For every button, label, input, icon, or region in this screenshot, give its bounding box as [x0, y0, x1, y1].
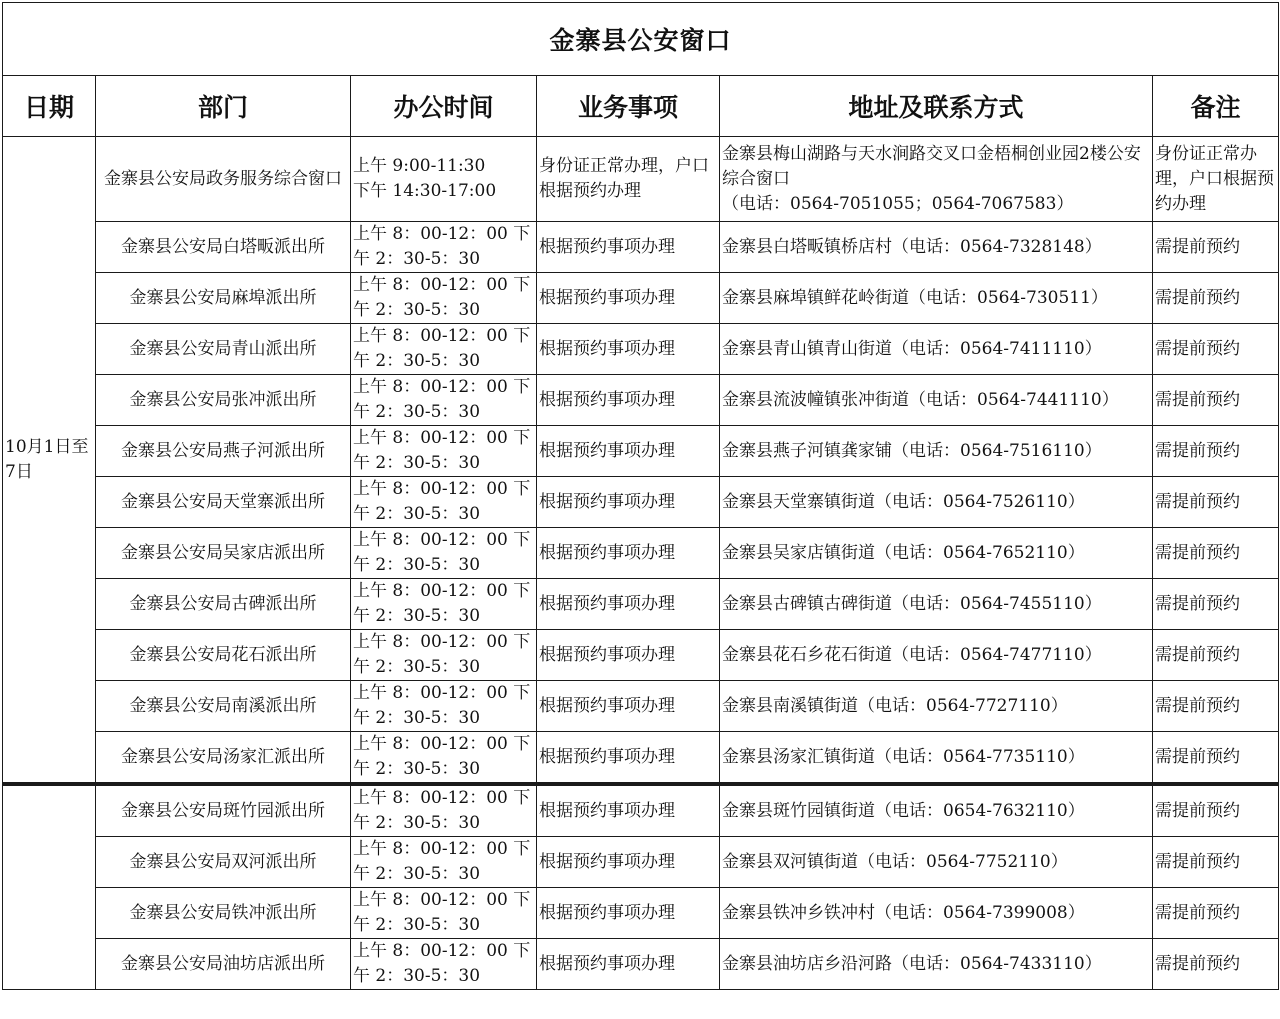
note-cell: 需提前预约	[1153, 732, 1279, 784]
dept-cell: 金寨县公安局双河派出所	[96, 837, 351, 888]
note-cell: 需提前预约	[1153, 528, 1279, 579]
hours-cell: 上午 8：00-12：00 下午 2：30-5：30	[351, 888, 537, 939]
address-cell: 金寨县流波幢镇张冲街道（电话：0564-7441110）	[720, 375, 1153, 426]
date-cell: 10月1日至7日	[3, 137, 96, 784]
table-row	[3, 681, 1279, 732]
table-row	[3, 732, 1279, 784]
address-cell: 金寨县汤家汇镇街道（电话：0564-7735110）	[720, 732, 1153, 784]
hours-cell: 上午 8：00-12：00 下午 2：30-5：30	[351, 426, 537, 477]
table-row	[3, 837, 1279, 888]
address-cell: 金寨县吴家店镇街道（电话：0564-7652110）	[720, 528, 1153, 579]
dept-cell: 金寨县公安局麻埠派出所	[96, 273, 351, 324]
business-cell: 根据预约事项办理	[537, 939, 720, 990]
table-row	[3, 375, 1279, 426]
header-hours: 办公时间	[351, 76, 537, 137]
address-cell: 金寨县古碑镇古碑街道（电话：0564-7455110）	[720, 579, 1153, 630]
address-cell: 金寨县铁冲乡铁冲村（电话：0564-7399008）	[720, 888, 1153, 939]
hours-cell: 上午 8：00-12：00 下午 2：30-5：30	[351, 273, 537, 324]
address-cell: 金寨县白塔畈镇桥店村（电话：0564-7328148）	[720, 222, 1153, 273]
business-cell: 根据预约事项办理	[537, 324, 720, 375]
table-row	[3, 579, 1279, 630]
hours-cell: 上午 8：00-12：00 下午 2：30-5：30	[351, 681, 537, 732]
dept-cell: 金寨县公安局燕子河派出所	[96, 426, 351, 477]
hours-cell: 上午 8：00-12：00 下午 2：30-5：30	[351, 939, 537, 990]
hours-cell: 上午 8：00-12：00 下午 2：30-5：30	[351, 222, 537, 273]
note-cell: 需提前预约	[1153, 939, 1279, 990]
table-row	[3, 630, 1279, 681]
address-cell: 金寨县南溪镇街道（电话：0564-7727110）	[720, 681, 1153, 732]
header-dept: 部门	[96, 76, 351, 137]
address-cell: 金寨县天堂寨镇街道（电话：0564-7526110）	[720, 477, 1153, 528]
date-cell-empty	[3, 786, 96, 990]
note-cell: 需提前预约	[1153, 324, 1279, 375]
table-row	[3, 324, 1279, 375]
business-cell: 根据预约事项办理	[537, 426, 720, 477]
table-row	[3, 222, 1279, 273]
note-cell: 需提前预约	[1153, 888, 1279, 939]
dept-cell: 金寨县公安局铁冲派出所	[96, 888, 351, 939]
address-cell: 金寨县青山镇青山街道（电话：0564-7411110）	[720, 324, 1153, 375]
address-cell: 金寨县双河镇街道（电话：0564-7752110）	[720, 837, 1153, 888]
business-cell: 根据预约事项办理	[537, 528, 720, 579]
note-cell: 需提前预约	[1153, 579, 1279, 630]
business-cell: 身份证正常办理，户口根据预约办理	[537, 137, 720, 222]
address-cell: 金寨县斑竹园镇街道（电话：0654-7632110）	[720, 786, 1153, 837]
table-row	[3, 137, 1279, 222]
note-cell: 需提前预约	[1153, 375, 1279, 426]
dept-cell: 金寨县公安局政务服务综合窗口	[96, 137, 351, 222]
business-cell: 根据预约事项办理	[537, 222, 720, 273]
table-row	[3, 426, 1279, 477]
table-row	[3, 273, 1279, 324]
business-cell: 根据预约事项办理	[537, 579, 720, 630]
table-title: 金寨县公安窗口	[3, 3, 1279, 76]
hours-cell: 上午 8：00-12：00 下午 2：30-5：30	[351, 477, 537, 528]
address-cell: 金寨县燕子河镇龚家铺（电话：0564-7516110）	[720, 426, 1153, 477]
note-cell: 身份证正常办理，户口根据预约办理	[1153, 137, 1279, 222]
address-cell: 金寨县油坊店乡沿河路（电话：0564-7433110）	[720, 939, 1153, 990]
dept-cell: 金寨县公安局斑竹园派出所	[96, 786, 351, 837]
note-cell: 需提前预约	[1153, 630, 1279, 681]
police-window-table	[2, 2, 1279, 990]
dept-cell: 金寨县公安局花石派出所	[96, 630, 351, 681]
header-business: 业务事项	[537, 76, 720, 137]
business-cell: 根据预约事项办理	[537, 375, 720, 426]
note-cell: 需提前预约	[1153, 837, 1279, 888]
dept-cell: 金寨县公安局南溪派出所	[96, 681, 351, 732]
header-note: 备注	[1153, 76, 1279, 137]
business-cell: 根据预约事项办理	[537, 786, 720, 837]
table-row	[3, 939, 1279, 990]
note-cell: 需提前预约	[1153, 273, 1279, 324]
header-date: 日期	[3, 76, 96, 137]
header-address: 地址及联系方式	[720, 76, 1153, 137]
dept-cell: 金寨县公安局汤家汇派出所	[96, 732, 351, 784]
hours-cell: 上午 8：00-12：00 下午 2：30-5：30	[351, 324, 537, 375]
table-row	[3, 477, 1279, 528]
address-cell: 金寨县花石乡花石街道（电话：0564-7477110）	[720, 630, 1153, 681]
business-cell: 根据预约事项办理	[537, 888, 720, 939]
address-cell: 金寨县梅山湖路与天水涧路交叉口金梧桐创业园2楼公安综合窗口 （电话：0564-7051055；0564-7067583）	[720, 137, 1153, 222]
dept-cell: 金寨县公安局吴家店派出所	[96, 528, 351, 579]
hours-cell: 上午 8：00-12：00 下午 2：30-5：30	[351, 528, 537, 579]
table-row	[3, 888, 1279, 939]
hours-cell: 上午 8：00-12：00 下午 2：30-5：30	[351, 579, 537, 630]
dept-cell: 金寨县公安局白塔畈派出所	[96, 222, 351, 273]
business-cell: 根据预约事项办理	[537, 837, 720, 888]
hours-cell: 上午 8：00-12：00 下午 2：30-5：30	[351, 837, 537, 888]
note-cell: 需提前预约	[1153, 477, 1279, 528]
hours-cell: 上午 8：00-12：00 下午 2：30-5：30	[351, 786, 537, 837]
hours-cell: 上午 8：00-12：00 下午 2：30-5：30	[351, 375, 537, 426]
hours-cell: 上午 8：00-12：00 下午 2：30-5：30	[351, 732, 537, 784]
note-cell: 需提前预约	[1153, 786, 1279, 837]
address-cell: 金寨县麻埠镇鲜花岭街道（电话：0564-730511）	[720, 273, 1153, 324]
hours-cell: 上午 9:00-11:30 下午 14:30-17:00	[351, 137, 537, 222]
note-cell: 需提前预约	[1153, 426, 1279, 477]
business-cell: 根据预约事项办理	[537, 477, 720, 528]
table-row	[3, 786, 1279, 837]
dept-cell: 金寨县公安局天堂寨派出所	[96, 477, 351, 528]
dept-cell: 金寨县公安局青山派出所	[96, 324, 351, 375]
dept-cell: 金寨县公安局古碑派出所	[96, 579, 351, 630]
hours-cell: 上午 8：00-12：00 下午 2：30-5：30	[351, 630, 537, 681]
dept-cell: 金寨县公安局张冲派出所	[96, 375, 351, 426]
business-cell: 根据预约事项办理	[537, 630, 720, 681]
note-cell: 需提前预约	[1153, 681, 1279, 732]
table-row	[3, 528, 1279, 579]
note-cell: 需提前预约	[1153, 222, 1279, 273]
business-cell: 根据预约事项办理	[537, 732, 720, 784]
dept-cell: 金寨县公安局油坊店派出所	[96, 939, 351, 990]
business-cell: 根据预约事项办理	[537, 273, 720, 324]
business-cell: 根据预约事项办理	[537, 681, 720, 732]
